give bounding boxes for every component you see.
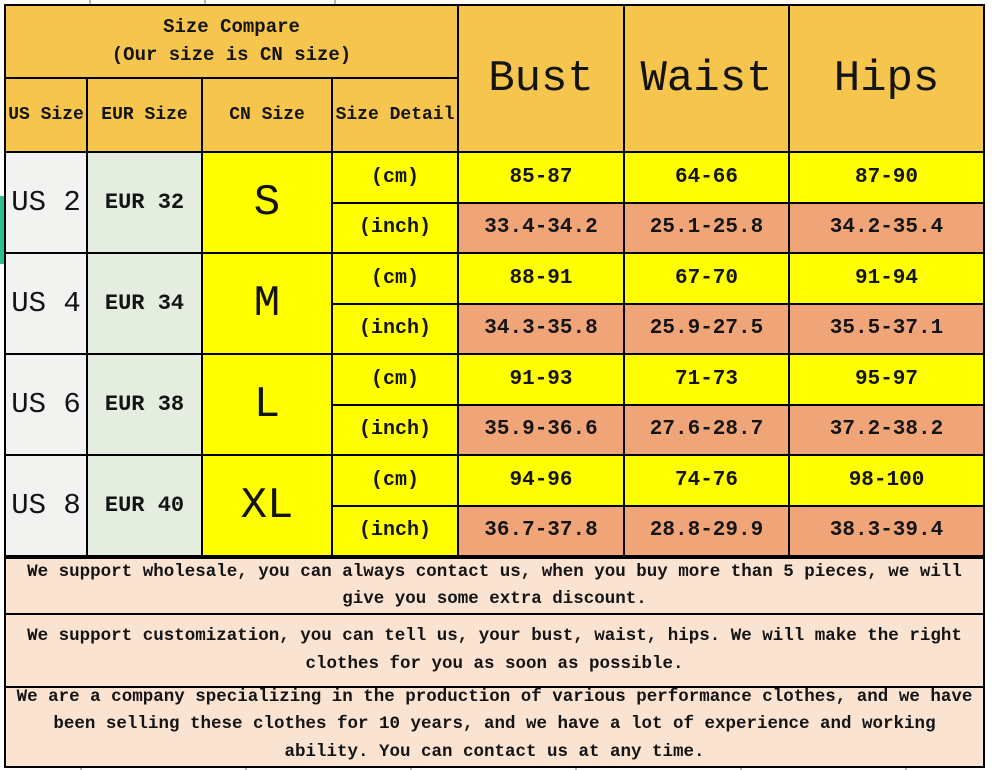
cn-size-cell: S: [203, 153, 331, 252]
bust-cm-cell: 88-91: [459, 254, 623, 303]
bust-inch-cell: 36.7-37.8: [459, 507, 623, 556]
eur-size-cell: EUR 38: [88, 355, 201, 454]
unit-inch-cell: (inch): [333, 406, 457, 455]
waist-cm-cell: 74-76: [625, 456, 788, 505]
hips-inch-cell: 35.5-37.1: [790, 305, 983, 354]
unit-cm-cell: (cm): [333, 456, 457, 505]
table-title: [6, 6, 457, 77]
cn-size-cell: L: [203, 355, 331, 454]
waist-inch-cell: 25.9-27.5: [625, 305, 788, 354]
hips-cm-cell: 91-94: [790, 254, 983, 303]
hips-cm-cell: 98-100: [790, 456, 983, 505]
us-size-cell: US 8: [6, 456, 86, 555]
cn-size-cell: M: [203, 254, 331, 353]
column-header-waist: Waist: [625, 6, 788, 151]
bust-cm-cell: 85-87: [459, 153, 623, 202]
bust-inch-cell: 34.3-35.8: [459, 305, 623, 354]
waist-cm-cell: 67-70: [625, 254, 788, 303]
column-header-eur-size: EUR Size: [88, 79, 201, 151]
us-size-cell: US 2: [6, 153, 86, 252]
column-header-size-detail: Size Detail: [333, 79, 457, 151]
unit-inch-cell: (inch): [333, 507, 457, 556]
bust-inch-cell: 35.9-36.6: [459, 406, 623, 455]
table-title-line2: (Our size is CN size): [111, 43, 352, 66]
waist-inch-cell: 27.6-28.7: [625, 406, 788, 455]
us-size-cell: US 6: [6, 355, 86, 454]
unit-inch-cell: (inch): [333, 305, 457, 354]
cn-size-cell: XL: [203, 456, 331, 555]
eur-size-cell: EUR 32: [88, 153, 201, 252]
table-title-line1: Size Compare: [163, 15, 300, 38]
unit-cm-cell: (cm): [333, 153, 457, 202]
column-header-bust: Bust: [459, 6, 623, 151]
hips-cm-cell: 95-97: [790, 355, 983, 404]
hips-cm-cell: 87-90: [790, 153, 983, 202]
unit-cm-cell: (cm): [333, 355, 457, 404]
bust-cm-cell: 94-96: [459, 456, 623, 505]
bust-inch-cell: 33.4-34.2: [459, 204, 623, 253]
hips-inch-cell: 38.3-39.4: [790, 507, 983, 556]
hips-inch-cell: 37.2-38.2: [790, 406, 983, 455]
seller-notes: [4, 557, 985, 768]
eur-size-cell: EUR 34: [88, 254, 201, 353]
size-compare-table: [4, 4, 985, 557]
unit-cm-cell: (cm): [333, 254, 457, 303]
column-header-cn-size: CN Size: [203, 79, 331, 151]
wholesale-note: We support wholesale, you can always contact us, when you buy more than 5 pieces, we will give you some extra discount.: [6, 559, 983, 615]
waist-cm-cell: 71-73: [625, 355, 788, 404]
eur-size-cell: EUR 40: [88, 456, 201, 555]
customization-note: We support customization, you can tell us, your bust, waist, hips. We will make the right clothes for you as soon as possible.: [6, 615, 983, 688]
bust-cm-cell: 91-93: [459, 355, 623, 404]
company-note: We are a company specializing in the production of various performance clothes, and we have been selling these clothes for 10 years, and we have a lot of experience and working ability. You can contact us at any time.: [6, 688, 983, 762]
waist-inch-cell: 25.1-25.8: [625, 204, 788, 253]
waist-cm-cell: 64-66: [625, 153, 788, 202]
hips-inch-cell: 34.2-35.4: [790, 204, 983, 253]
column-header-us-size: US Size: [6, 79, 86, 151]
waist-inch-cell: 28.8-29.9: [625, 507, 788, 556]
us-size-cell: US 4: [6, 254, 86, 353]
column-header-hips: Hips: [790, 6, 983, 151]
unit-inch-cell: (inch): [333, 204, 457, 253]
